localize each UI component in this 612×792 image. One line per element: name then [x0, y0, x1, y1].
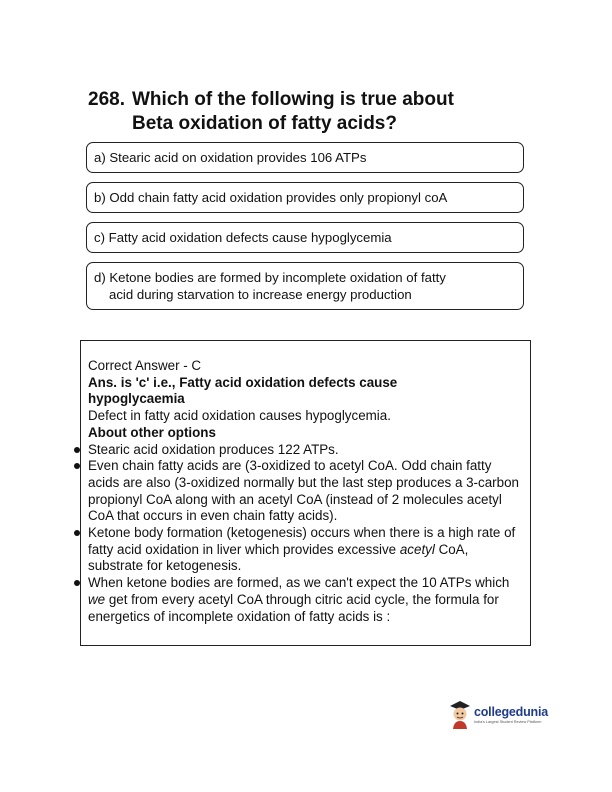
brand-tagline: India's Largest Student Review Platform [474, 720, 542, 724]
question-number: 268. [88, 89, 125, 110]
answer-heading-line-1: Ans. is 'c' i.e., Fatty acid oxidation defects cause [88, 374, 398, 390]
option-d-line-1: d) Ketone bodies are formed by incomplete oxidation of fatty [94, 270, 446, 285]
answer-heading-line-2: hypoglycaemia [88, 391, 185, 407]
bullet-item [88, 525, 524, 575]
bullet-item [88, 575, 524, 625]
bullet-italic: acetyl [399, 541, 435, 557]
option-d-line-2: acid during starvation to increase energy production [109, 287, 412, 302]
bullet-item [88, 442, 524, 459]
option-c-text: c) Fatty acid oxidation defects cause hypoglycemia [94, 230, 392, 245]
question-line-1: Which of the following is true about [132, 89, 454, 110]
answer-explanation: Defect in fatty acid oxidation causes hypoglycemia. [88, 408, 391, 424]
option-a-text: a) Stearic acid on oxidation provides 106 ATPs [94, 150, 367, 165]
bullet-text: Even chain fatty acids are (3-oxidized to acetyl CoA. Odd chain fatty acids are also (3-oxidized normally but the last step produces a 3-carbon propionyl CoA along with an acetyl CoA (instead of 2 molecules acetyl CoA that occurs in even chain fatty acids). [88, 458, 519, 524]
question-heading [88, 88, 548, 136]
option-c[interactable] [86, 222, 524, 253]
bullet-italic: we [88, 591, 106, 607]
collegedunia-logo [448, 699, 560, 733]
other-options-heading: About other options [88, 424, 216, 440]
bullet-text: get from every acetyl CoA through citric acid cycle, the formula for energetics of incomplete oxidation of fatty acids is : [88, 591, 499, 624]
option-a[interactable] [86, 142, 524, 173]
answer-box [80, 340, 531, 646]
option-d[interactable] [86, 262, 524, 310]
option-b[interactable] [86, 182, 524, 213]
bullet-text: Stearic acid oxidation produces 122 ATPs. [88, 441, 339, 457]
brand-name: collegedunia [474, 705, 549, 719]
student-mascot-icon [448, 699, 472, 731]
option-b-text: b) Odd chain fatty acid oxidation provides only propionyl coA [94, 190, 448, 205]
bullet-item [88, 458, 524, 525]
bullet-text: CoA, substrate for ketogenesis. [88, 541, 469, 574]
correct-answer: Correct Answer - C [88, 358, 202, 373]
bullet-text: Ketone body formation (ketogenesis) occurs when there is a high rate of fatty acid oxidation in liver which provides excessive [88, 525, 516, 557]
other-options-list [88, 442, 524, 626]
question-line-2: Beta oxidation of fatty acids? [132, 113, 397, 134]
bullet-text: When ketone bodies are formed, as we can't expect the 10 ATPs which [88, 575, 510, 591]
